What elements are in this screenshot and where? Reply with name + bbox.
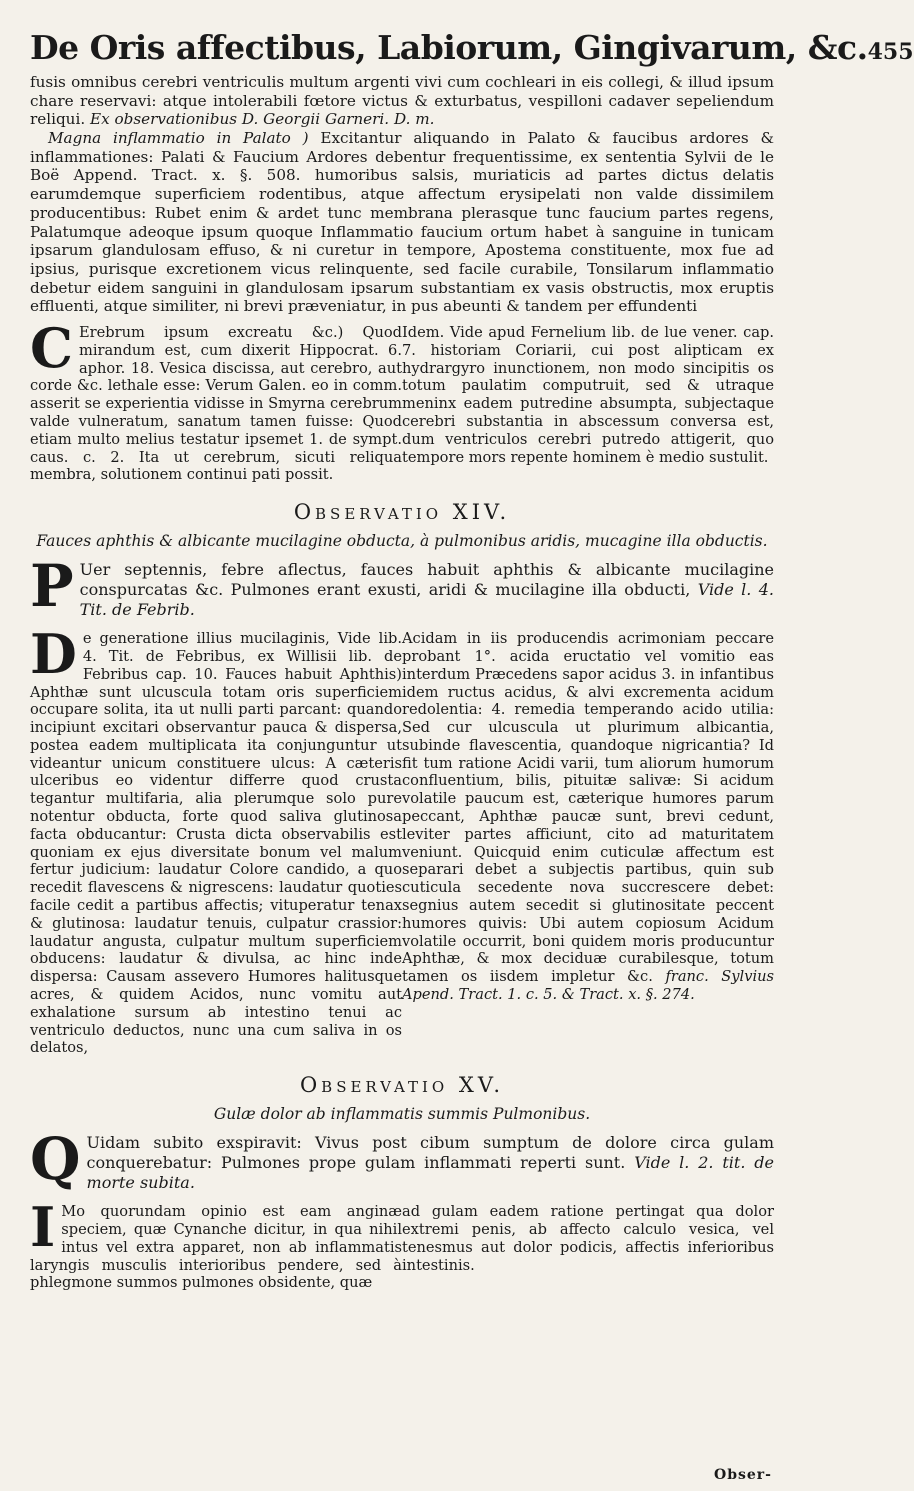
- observatio-15-lead-text: Uidam subito exspiravit: Vivus post cibum sumptum de dolore circa gulam conquerebatur: Pulmones prope gulam inflammati reperti sunt.: [86, 1133, 774, 1173]
- page-title: De Oris affectibus, Labiorum, Gingivarum, &c.: [30, 28, 868, 67]
- cerebrum-right-column: [402, 324, 774, 484]
- dropcap-i: I: [30, 1195, 56, 1260]
- observatio-15-columns: [30, 1195, 774, 1292]
- observatio-15-left-column: [30, 1195, 402, 1292]
- observatio-15-left-text: Mo quorundam opinio est eam anginæ speciem, quæ Cynanche dicitur, in qua nihil intus vel extra apparet, non ab inflammatis laryngis musculis interioribus pendere, sed à phlegmone summos pulmones obsidente, quæ: [30, 1203, 402, 1292]
- observatio-14-left-column: [30, 622, 402, 1057]
- observatio-14-right-source: franc. Sylvius Apend. Tract. 1. c. 5. & Tract. x. §. 274.: [402, 968, 775, 1004]
- observatio-14-subtitle: Fauces aphthis & albicante mucilagine obducta, à pulmonibus aridis, mucagine illa obductis.: [36, 532, 768, 551]
- dropcap-p: P: [30, 552, 74, 621]
- observatio-14-right-column: [402, 630, 774, 1057]
- observatio-15-title: Observatio XV.: [299, 1073, 505, 1098]
- observatio-14-right-text: Acidam in iis producendis acrimoniam peccare probant 1°. acida eructatio vel vomitio eas interdum Præcedens sapor acidus 3. in infantibus idem ructus acidus, & alvi excrementa acidum redolentia: 4. remedia temperando acido utilia: Sed cur ulcuscula ut plurimum albicantia, subinde flavescentia, quandoque nigricantia? Id fit tum ratione Acidi varii, tum aliorum humorum confluentium, bilis, pituitæ salivæ: Si acidum volatile paucum est, cæterique humores parum peccant, Aphthæ paucæ sunt, brevi cedunt, leviter partes afficiunt, cito ad maturitatem veniunt. Quicquid enim cuticulæ affectum est separari debet a subjectis partibus, quin sub cuticula secedente nova succrescere debet: segnius autem secedit si glutinositate peccent humores quivis: Ubi autem copiosum Acidum volatile occurrit, boni quidem moris producuntur Aphthæ, & mox deciduæ curabilesque, totum tamen os iisdem impletur &c.: [402, 630, 774, 986]
- inflammation-paragraph: [30, 129, 774, 316]
- observatio-15-right-text: ad gulam eadem ratione pertingat qua dolor extremi penis, ab affecto calculo vesica, vel tenesmus aut dolor podicis, affectis inferioribus intestinis.: [402, 1203, 774, 1274]
- observatio-14-lead-text: Uer septennis, febre aflectus, fauces habuit aphthis & albicante mucilagine conspurcatas &c. Pulmones erant exusti, aridi & mucilagine illa obducti,: [79, 560, 774, 600]
- intro-paragraph: [30, 73, 774, 129]
- observatio-15-lead: [30, 1125, 775, 1194]
- observatio-14-columns: [30, 622, 775, 1057]
- dropcap-q: Q: [30, 1125, 81, 1194]
- observatio-15-right-column: [402, 1203, 774, 1292]
- observatio-14-left-text: e generatione illius mucilaginis, Vide lib. 4. Tit. de Febribus, ex Willisii lib. de Febribus cap. 10. Fauces habuit Aphthis) Aphthæ sunt ulcuscula totam oris superficiem occupare solita, ita ut nulli parti parcant: quando incipiunt excitari observantur pauca & dispersa, postea eadem multiplicata ita conjunguntur ut videantur unicum constituere ulcus: A cæteris ulceribus eo videntur differre quod crusta tegantur multifaria, alia plerumque solo pure notentur obducta, forte quod saliva glutinosa facta obducantur: Crusta dicta observabilis est quoniam ex ejus diversitate bonum vel malum fertur judicium: laudatur Colore candido, a quo recedit flavescens & nigrescens: laudatur quoties facile cedit a partibus affectis; vituperatur tenax & glutinosa: laudatur tenuis, culpatur crassior: laudatur angusta, culpatur multum superficiem obducens: laudatur & divulsa, ac hinc inde dispersa: Causam assevero Humores halitusque acres, & quidem Acidos, nunc vomitu aut exhalatione sursum ab intestino tenui ac ventriculo deductos, nunc una cum saliva in os delatos,: [30, 630, 402, 1057]
- observatio-14-lead: [30, 552, 774, 621]
- cerebrum-left-column: [30, 315, 402, 484]
- running-head: [30, 28, 914, 67]
- intro-source: Ex observationibus D. Georgii Garneri. D. m.: [89, 110, 435, 129]
- cerebrum-columns: [30, 315, 774, 484]
- observatio-15-subtitle: Gulæ dolor ab inflammatis summis Pulmonibus.: [213, 1105, 591, 1124]
- cerebrum-left-text: Erebrum ipsum excreatu &c.) Quod mirandum est, cum dixerit Hippocrat. 6. aphor. 18. Vesica discissa, aut cerebro, aut corde &c. lethale esse: Verum Galen. eo in comm. asserit se experientia vidisse in Smyrna cerebrum valde vulneratum, sanatum tamen fuisse: Quod etiam multo melius testatur ipsemet 1. de sympt. caus. c. 2. Ita ut cerebrum, sicuti reliqua membra, solutionem continui pati possit.: [30, 323, 402, 484]
- page-number: 455: [867, 39, 914, 65]
- dropcap-d: D: [30, 622, 77, 687]
- intro-text: fusis omnibus cerebri ventriculis multum argenti vivi cum cochleari in eis collegi, & illud ipsum chare reservavi: atque intolerabili fœtore victus & exturbatus, vespilloni cadaver sepeliendum reliqui.: [30, 73, 774, 129]
- observatio-14-title: Observatio XIV.: [293, 500, 511, 525]
- observatio-15-lead-ref: Vide l. 2. tit. de morte subita.: [86, 1153, 775, 1193]
- inflammation-text: Excitantur aliquando in Palato & faucibus ardores & inflammationes: Palati & Faucium Ardores debentur frequentissime, ex sententia Sylvii de le Boë Append. Tract. x. §. 508. humoribus salsis, muriaticis ad partes dictus delatis earumdemque superficiem rodentibus, atque affectum erysipelati non valde dissimilem producentibus: Rubet enim & ardet tunc membrana plerasque tunc faucium partes regens, Palatumque adeoque ipsum quoque Inflammatio faucium ortum habet à sanguine in tunicam ipsarum glandulosam effuso, & ni curetur in tempore, Apostema constituente, mox fue ad ipsius, purisque excretionem vicus relinquente, sed facile curabile, Tonsilarum inflammatio debetur eidem sanguini in glandulosam ipsarum substantiam ex vasis obstructis, mox eruptis effluenti, atque similiter, ni brevi præveniatur, in pus abeunti & tandem per effundenti: [30, 129, 774, 316]
- cerebrum-right-text: Idem. Vide apud Fernelium lib. de lue vener. cap. 7. historiam Coriarii, cui post alipticam ex hydrargyro inunctionem, non modo sincipitis os totum paulatim computruit, sed & utraque meninx eadem putredine absumpta, subjectaque cerebri substantia in abscessum conversa est, dum ventriculos cerebri putredo attigerit, quo tempore mors repente hominem è medio sustulit.: [402, 323, 774, 466]
- observatio-14-lead-ref: Vide l. 4. Tit. de Febrib.: [79, 580, 774, 620]
- dropcap-c: C: [30, 315, 73, 380]
- inflammation-lemma: Magna inflammatio in Palato ): [48, 129, 309, 148]
- catchword: Obser-: [714, 1467, 772, 1483]
